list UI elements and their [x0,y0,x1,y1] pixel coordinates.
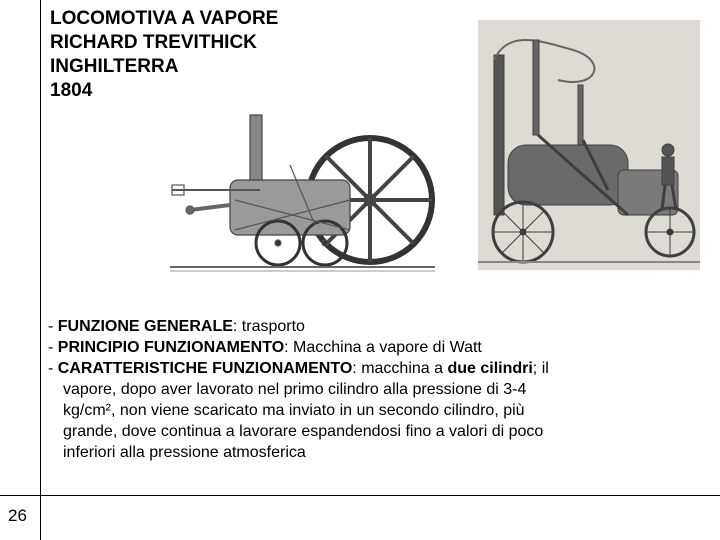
continuation-line-4: inferiori alla pressione atmosferica [63,444,306,461]
continuation-line-2: kg/cm², non viene scaricato ma inviato in un secondo cilindro, più [63,402,525,419]
bullet-label: CARATTERISTICHE FUNZIONAMENTO [57,360,353,377]
title-line-2: RICHARD TREVITHICK [50,32,257,53]
footer-rule [0,495,720,496]
bullet-principio-funzionamento: - PRINCIPIO FUNZIONAMENTO: Macchina a vapore di Watt [48,339,482,356]
locomotive-technical-drawing [150,105,435,285]
bullet-caratteristiche-funzionamento: - CARATTERISTICHE FUNZIONAMENTO: macchina a due cilindri; il [48,360,549,377]
title-line-4: 1804 [50,80,93,101]
description-text [48,316,708,463]
title-line-3: INGHILTERRA [50,56,179,77]
page-number: 26 [8,506,27,525]
title-line-1: LOCOMOTIVA A VAPORE [50,8,279,29]
left-margin-rule [40,0,41,540]
emphasis-due-cilindri: due cilindri [447,360,533,377]
locomotive-engraving [478,20,700,270]
bullet-funzione-generale: - FUNZIONE GENERALE: trasporto [48,318,305,335]
continuation-line-1: vapore, dopo aver lavorato nel primo cilindro alla pressione di 3-4 [63,381,527,398]
bullet-label: FUNZIONE GENERALE [57,318,233,335]
bullet-label: PRINCIPIO FUNZIONAMENTO [57,339,285,356]
continuation-line-3: grande, dove continua a lavorare espandendosi fino a valori di poco [63,423,544,440]
slide-title [50,7,278,103]
